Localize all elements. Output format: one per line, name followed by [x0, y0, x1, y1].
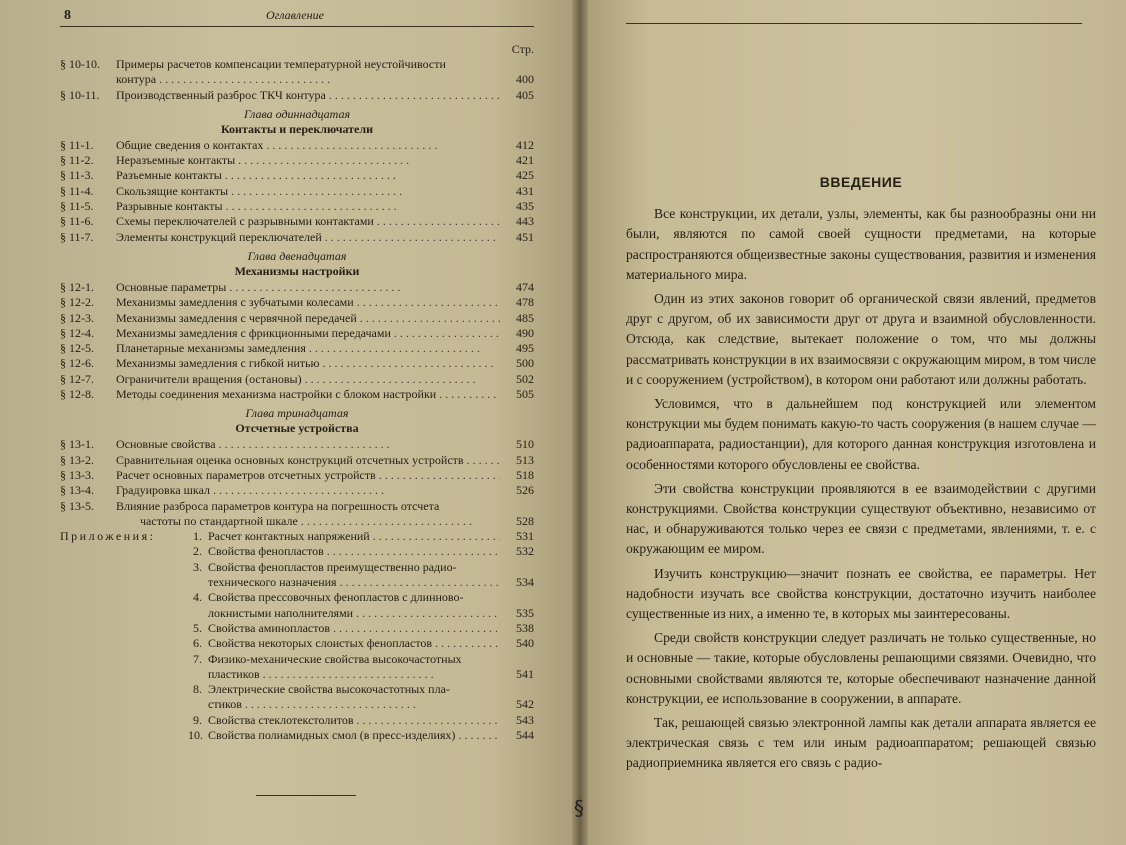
appendix-row: [60, 606, 534, 621]
entry-page: 540: [516, 636, 534, 651]
entry-title: Скользящие контакты . . .: [116, 184, 500, 199]
appendix-row: [60, 529, 534, 544]
appendix-row: [60, 560, 534, 575]
section-number: § 11-6.: [60, 214, 94, 229]
toc-row: [60, 356, 534, 371]
entry-page: 502: [516, 371, 534, 386]
appendix-row: [60, 667, 534, 682]
right-running-head: [626, 6, 1082, 24]
page-number: 8: [64, 8, 71, 23]
toc-row: [60, 468, 534, 483]
entry-title: Механизмы замедления с гибкой нитью . . .: [116, 356, 500, 371]
section-number: § 11-4.: [60, 183, 94, 198]
entry-title: Механизмы замедления с червячной передачей . . .: [116, 311, 500, 326]
entry-page: 490: [516, 325, 534, 340]
page-column-label: Стр.: [511, 42, 534, 56]
appendix-title: Свойства фенопластов преимущественно радио-: [208, 559, 457, 574]
table-of-contents: [60, 42, 534, 743]
entry-title: Основные параметры . . .: [116, 280, 500, 295]
book-gutter: [572, 0, 588, 845]
entry-title: контура . . .: [116, 72, 500, 87]
toc-row: [60, 184, 534, 199]
entry-title: Основные свойства . . .: [116, 437, 500, 452]
appendix-title: Свойства стеклотекстолитов . . .: [208, 713, 500, 728]
entry-title: Производственный разброс ТКЧ контура . . .: [116, 88, 500, 103]
entry-title: Разъемные контакты . . .: [116, 168, 500, 183]
toc-row: [60, 168, 534, 183]
entry-page: 474: [516, 279, 534, 294]
section-number: § 12-4.: [60, 325, 94, 340]
entry-page: 510: [516, 437, 534, 452]
entry-page: 528: [516, 513, 534, 528]
entry-page: 541: [516, 666, 534, 681]
entry-title: Расчет основных параметров отсчетных устройств . . .: [116, 468, 500, 483]
entry-page: 425: [516, 168, 534, 183]
intro-paragraph: Все конструкции, их детали, узлы, элементы, как бы разнообразны они ни были, являются по самой своей сущности предметами, на которые распространяются общеизвестные законы существования, развития и изменения материального мира.: [626, 206, 1096, 282]
section-number: § 12-5.: [60, 341, 94, 356]
appendix-title: Свойства некоторых слоистых фенопластов . . .: [208, 636, 500, 651]
section-number: § 13-5.: [60, 498, 94, 513]
entry-page: 505: [516, 387, 534, 402]
section-number: § 11-1.: [60, 137, 94, 152]
entry-page: 542: [516, 697, 534, 712]
entry-title: Элементы конструкций переключателей . . .: [116, 230, 500, 245]
entry-title: Влияние разброса параметров контура на погрешность отсчета: [116, 498, 440, 513]
appendix-number: 2.: [193, 544, 202, 559]
appendix-row: [60, 652, 534, 667]
introduction: [626, 172, 1096, 778]
section-number: § 11-5.: [60, 199, 94, 214]
appendix-label: Приложения:: [60, 529, 156, 544]
toc-row: [60, 311, 534, 326]
intro-paragraph: Изучить конструкцию—значит познать ее свойства, ее параметры. Нет надобности изучать все свойства конструкции, достаточно изучить наиболее существенные из них, а именно те, в которых мы заинтересованы.: [626, 565, 1096, 622]
entry-page: 518: [516, 467, 534, 482]
appendix-title: Физико-механические свойства высокочастотных: [208, 651, 462, 666]
entry-page: 500: [516, 356, 534, 371]
appendix-number: 8.: [193, 682, 202, 697]
entry-page: 544: [516, 727, 534, 742]
toc-row: [60, 230, 534, 245]
appendix-number: 4.: [193, 590, 202, 605]
entry-title: Сравнительная оценка основных конструкций отсчетных устройств . . .: [116, 453, 500, 468]
entry-page: 538: [516, 620, 534, 635]
entry-title: Неразъемные контакты . . .: [116, 153, 500, 168]
toc-row: [60, 57, 534, 72]
chapter-title: Контакты и переключатели: [220, 121, 374, 136]
entry-page: 513: [516, 452, 534, 467]
appendix-title: стиков . . .: [208, 697, 500, 712]
appendix-row: [60, 544, 534, 559]
entry-title: Градуировка шкал . . .: [116, 483, 500, 498]
entry-page: 495: [516, 341, 534, 356]
section-number: § 10-11.: [60, 87, 100, 102]
section-number: § 12-3.: [60, 310, 94, 325]
toc-row: [60, 499, 534, 514]
appendix-row: [60, 713, 534, 728]
section-number: § 12-8.: [60, 387, 94, 402]
section-number: § 11-7.: [60, 229, 94, 244]
section-number: § 13-1.: [60, 437, 94, 452]
toc-row: [60, 326, 534, 341]
chapter-title: Механизмы настройки: [234, 263, 360, 278]
intro-paragraph: Один из этих законов говорит об органической связи явлений, предметов друг с другом, об их зависимости друг от друга и взаимной обусловленности. Отсюда, как следствие, вытекает положение о том, что мы должны рассматривать конструкции в их взаимосвязи с окружающим миром, в том числе и с сооружением (устройством), в котором они работают или должны работать.: [626, 291, 1096, 387]
toc-row: [60, 88, 534, 103]
entry-title: Разрывные контакты . . .: [116, 199, 500, 214]
toc-row: [60, 280, 534, 295]
entry-title: Схемы переключателей с разрывными контактами . . .: [116, 214, 500, 229]
section-number: § 11-3.: [60, 168, 94, 183]
entry-page: 478: [516, 295, 534, 310]
appendix-title: Расчет контактных напряжений . . .: [208, 529, 500, 544]
toc-row: [60, 387, 534, 402]
appendix-title: пластиков . . .: [208, 667, 500, 682]
intro-paragraph: Эти свойства конструкции проявляются в ее взаимодействии с другими конструкциями. Свойства конструкции существуют объективно, независимо от нас, и обнаруживаются только через ее связи с предметами, явлениями, т. е. с окружающим ее миром.: [626, 480, 1096, 557]
entry-page: 412: [516, 137, 534, 152]
introduction-heading: ВВЕДЕНИЕ: [819, 174, 903, 190]
appendix-row: [60, 575, 534, 590]
toc-row: [60, 199, 534, 214]
entry-page: 405: [516, 87, 534, 102]
entry-title: Методы соединения механизма настройки с блоком настройки . . .: [116, 387, 500, 402]
entry-title-cont: частоты по стандартной шкале . . .: [140, 514, 500, 529]
entry-page: 451: [516, 229, 534, 244]
appendix-row: [60, 682, 534, 697]
toc-row: [60, 437, 534, 452]
entry-page: 535: [516, 605, 534, 620]
chapter-label: Глава двенадцатая: [247, 248, 347, 263]
appendix-title: Свойства полиамидных смол (в пресс-изделиях) . . .: [208, 728, 500, 743]
appendix-title: локнистыми наполнителями . . .: [208, 606, 500, 621]
section-number: § 12-2.: [60, 295, 94, 310]
appendix-title: технического назначения . . .: [208, 575, 500, 590]
entry-title: Механизмы замедления с фрикционными передачами . . .: [116, 326, 500, 341]
gutter-mark: §: [574, 796, 584, 820]
entry-page: 526: [516, 483, 534, 498]
toc-row: [60, 138, 534, 153]
intro-paragraph: Условимся, что в дальнейшем под конструкцией или элементом конструкции мы будем понимать какую-то часть сооружения (в нашем случае — радиоаппарата, радиостанции), для которого данная конструкция изготовлена и особенностями которого обусловлены ее свойства.: [626, 396, 1096, 472]
entry-page: 421: [516, 153, 534, 168]
toc-row: [60, 453, 534, 468]
toc-row: [60, 514, 534, 529]
running-head-title: Оглавление: [266, 8, 324, 22]
toc-row: [60, 214, 534, 229]
toc-row: [60, 72, 534, 87]
section-number: § 12-7.: [60, 371, 94, 386]
appendix-number: 1.: [193, 529, 202, 544]
chapter-label: Глава тринадцатая: [245, 406, 349, 421]
entry-title: Ограничители вращения (остановы) . . .: [116, 372, 500, 387]
appendix-title: Свойства прессовочных фенопластов с длинново-: [208, 590, 464, 605]
appendix-row: [60, 590, 534, 605]
toc-row: [60, 341, 534, 356]
appendix-number: 3.: [193, 559, 202, 574]
appendix-row: [60, 636, 534, 651]
toc-row: [60, 483, 534, 498]
entry-page: 485: [516, 310, 534, 325]
entry-page: 400: [516, 72, 534, 87]
appendix-title: Свойства аминопластов . . .: [208, 621, 500, 636]
appendix-title: Электрические свойства высокочастотных пла-: [208, 682, 450, 697]
toc-row: [60, 295, 534, 310]
section-number: § 12-1.: [60, 279, 94, 294]
section-number: § 13-4.: [60, 483, 94, 498]
toc-row: [60, 372, 534, 387]
entry-page: 435: [516, 199, 534, 214]
chapter-title: Отсчетные устройства: [235, 421, 359, 436]
appendix-number: 9.: [193, 712, 202, 727]
appendix-row: [60, 621, 534, 636]
entry-title: Примеры расчетов компенсации температурной неустойчивости: [116, 57, 446, 71]
entry-page: 534: [516, 575, 534, 590]
chapter-label: Глава одиннадцатая: [243, 106, 351, 121]
entry-title: Общие сведения о контактах . . .: [116, 138, 500, 153]
appendix-number: 10.: [188, 727, 203, 742]
end-rule: [256, 795, 356, 796]
entry-page: 531: [516, 529, 534, 544]
section-number: § 13-3.: [60, 467, 94, 482]
entry-page: 543: [516, 712, 534, 727]
entry-page: 443: [516, 214, 534, 229]
entry-page: 532: [516, 544, 534, 559]
intro-paragraph: Среди свойств конструкции следует различать не только существенные, но и основные — такие, которые обусловлены решающими связями. Очевидно, что основными свойствами являются те, которые обеспечивают назначение данной конструкции, ее использование в сооружении, в аппарате.: [626, 630, 1096, 706]
appendix-number: 5.: [193, 620, 202, 635]
entry-page: 431: [516, 183, 534, 198]
entry-title: Механизмы замедления с зубчатыми колесами . . .: [116, 295, 500, 310]
appendix-row: [60, 697, 534, 712]
section-number: § 11-2.: [60, 153, 94, 168]
toc-row: [60, 153, 534, 168]
appendix-title: Свойства фенопластов . . .: [208, 544, 500, 559]
appendix-number: 6.: [193, 636, 202, 651]
entry-title: Планетарные механизмы замедления . . .: [116, 341, 500, 356]
section-number: § 10-10.: [60, 57, 100, 71]
intro-paragraph: Так, решающей связью электронной лампы как детали аппарата является ее электрическая связь с тем или иным радиоаппаратом; решающей связью радиоприемника является его связь с радио-: [626, 715, 1096, 771]
left-running-head: [60, 6, 534, 27]
section-number: § 12-6.: [60, 356, 94, 371]
appendix-row: [60, 728, 534, 743]
section-number: § 13-2.: [60, 452, 94, 467]
appendix-number: 7.: [193, 651, 202, 666]
